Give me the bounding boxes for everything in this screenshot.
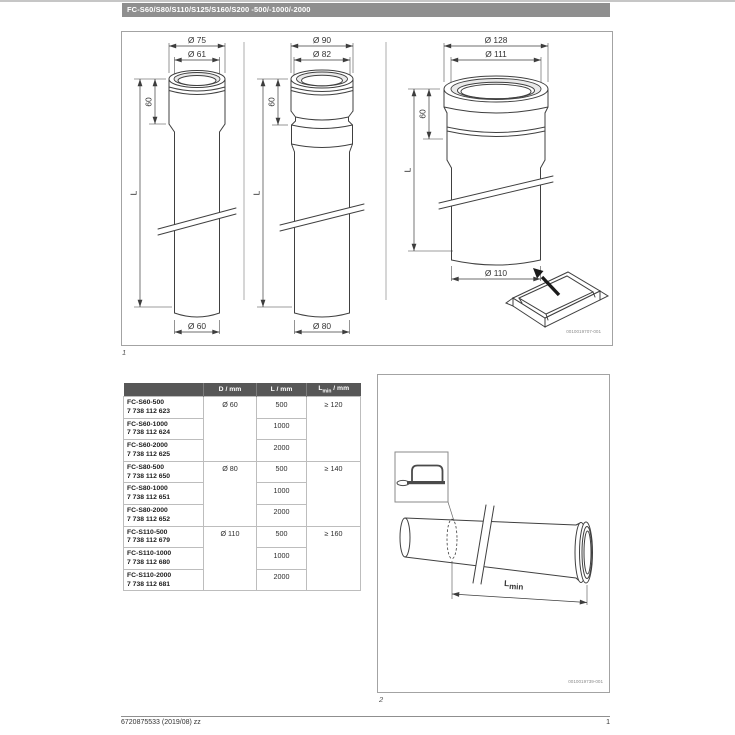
dim-inner-dia: Ø 111 xyxy=(485,49,507,59)
socket-end xyxy=(575,522,593,583)
dim-socket-depth: 60 xyxy=(417,109,428,119)
page-top-rule xyxy=(0,0,735,2)
product-cell: FC-S80-500 7 738 112 650 xyxy=(124,461,204,483)
figure-1-caption: 1 xyxy=(122,348,127,357)
figure-1-pipe-dimension-drawing xyxy=(121,31,613,346)
dim-outer-dia: Ø 75 xyxy=(187,35,207,45)
figure-1-drawing-code: 0010019707-001 xyxy=(566,329,601,334)
lmin-diagram xyxy=(378,375,609,692)
dim-inner-dia: Ø 61 xyxy=(187,49,207,59)
dim-socket-depth: 60 xyxy=(143,97,154,107)
header-d-mm: D / mm xyxy=(204,383,257,397)
l-value: 1000 xyxy=(257,548,307,570)
header-l-mm: L / mm xyxy=(257,383,307,397)
product-cell: FC-S60-500 7 738 112 623 xyxy=(124,397,204,419)
lmin-dimension xyxy=(452,561,587,605)
table-row xyxy=(124,526,361,548)
product-cell: FC-S110-1000 7 738 112 680 xyxy=(124,548,204,570)
dim-length: L xyxy=(128,190,139,196)
lmin-value: ≥ 160 xyxy=(307,526,361,591)
dim-length: L xyxy=(402,167,413,173)
pipe-drawing-d80 xyxy=(252,35,365,334)
table-row xyxy=(124,461,361,483)
pipe-break-marks xyxy=(473,505,494,584)
l-value: 1000 xyxy=(257,483,307,505)
lmin-value: ≥ 120 xyxy=(307,397,361,462)
pipe-dimensions-diagram xyxy=(122,32,612,345)
pipe-break-marks xyxy=(280,204,364,231)
callout-leader-line xyxy=(448,502,454,521)
l-value: 2000 xyxy=(257,504,307,526)
figure-2-drawing-code: 0010019739-001 xyxy=(568,679,603,684)
table-row xyxy=(124,397,361,419)
product-dimension-table xyxy=(123,383,361,591)
product-cell: FC-S60-2000 7 738 112 625 xyxy=(124,440,204,462)
dim-outer-dia: Ø 90 xyxy=(312,35,332,45)
product-cell: FC-S80-2000 7 738 112 652 xyxy=(124,504,204,526)
l-value: 500 xyxy=(257,526,307,548)
pipe-break-marks xyxy=(439,176,553,209)
pipe-perspective-drawing xyxy=(400,505,593,584)
pipe-break-marks xyxy=(158,208,236,235)
product-cell: FC-S110-2000 7 738 112 681 xyxy=(124,569,204,591)
l-value: 1000 xyxy=(257,418,307,440)
d-value: Ø 60 xyxy=(204,397,257,462)
l-value: 500 xyxy=(257,397,307,419)
deburr-detail-callout xyxy=(395,452,454,521)
d-value: Ø 80 xyxy=(204,461,257,526)
footer-rule xyxy=(121,716,610,717)
header-lmin-mm: $L_{min}$ / mm xyxy=(307,383,361,397)
lmin-value: ≥ 140 xyxy=(307,461,361,526)
lmin-label: Lmin xyxy=(503,578,524,592)
dim-bottom-dia: Ø 60 xyxy=(187,321,207,331)
figure-2-caption: 2 xyxy=(379,695,384,704)
figure-2-cut-length-drawing xyxy=(377,374,610,693)
l-value: 2000 xyxy=(257,569,307,591)
product-cell: FC-S110-500 7 738 112 679 xyxy=(124,526,204,548)
pipe-drawing-d60 xyxy=(129,35,237,334)
cut-line-dashed xyxy=(447,519,457,559)
dim-inner-dia: Ø 82 xyxy=(312,49,332,59)
page-number: 1 xyxy=(606,719,610,726)
document-number: 6720875533 (2019/08) zz xyxy=(121,719,201,726)
dim-socket-depth: 60 xyxy=(266,97,277,107)
d-value: Ø 110 xyxy=(204,526,257,591)
l-value: 2000 xyxy=(257,440,307,462)
dim-bottom-dia: Ø 80 xyxy=(312,321,332,331)
page-title: FC-S60/S80/S110/S125/S160/S200 -500/-1000/-2000 xyxy=(122,3,610,17)
dim-bottom-dia: Ø 110 xyxy=(484,268,508,278)
header-product xyxy=(124,383,204,397)
dim-outer-dia: Ø 128 xyxy=(484,35,508,45)
parts-table xyxy=(123,383,361,591)
dim-length: L xyxy=(251,190,262,196)
product-cell: FC-S60-1000 7 738 112 624 xyxy=(124,418,204,440)
l-value: 500 xyxy=(257,461,307,483)
product-cell: FC-S80-1000 7 738 112 651 xyxy=(124,483,204,505)
packaging-box-icon xyxy=(506,268,608,327)
pipe-drawing-d110 xyxy=(403,35,554,281)
table-header-row xyxy=(124,383,361,397)
